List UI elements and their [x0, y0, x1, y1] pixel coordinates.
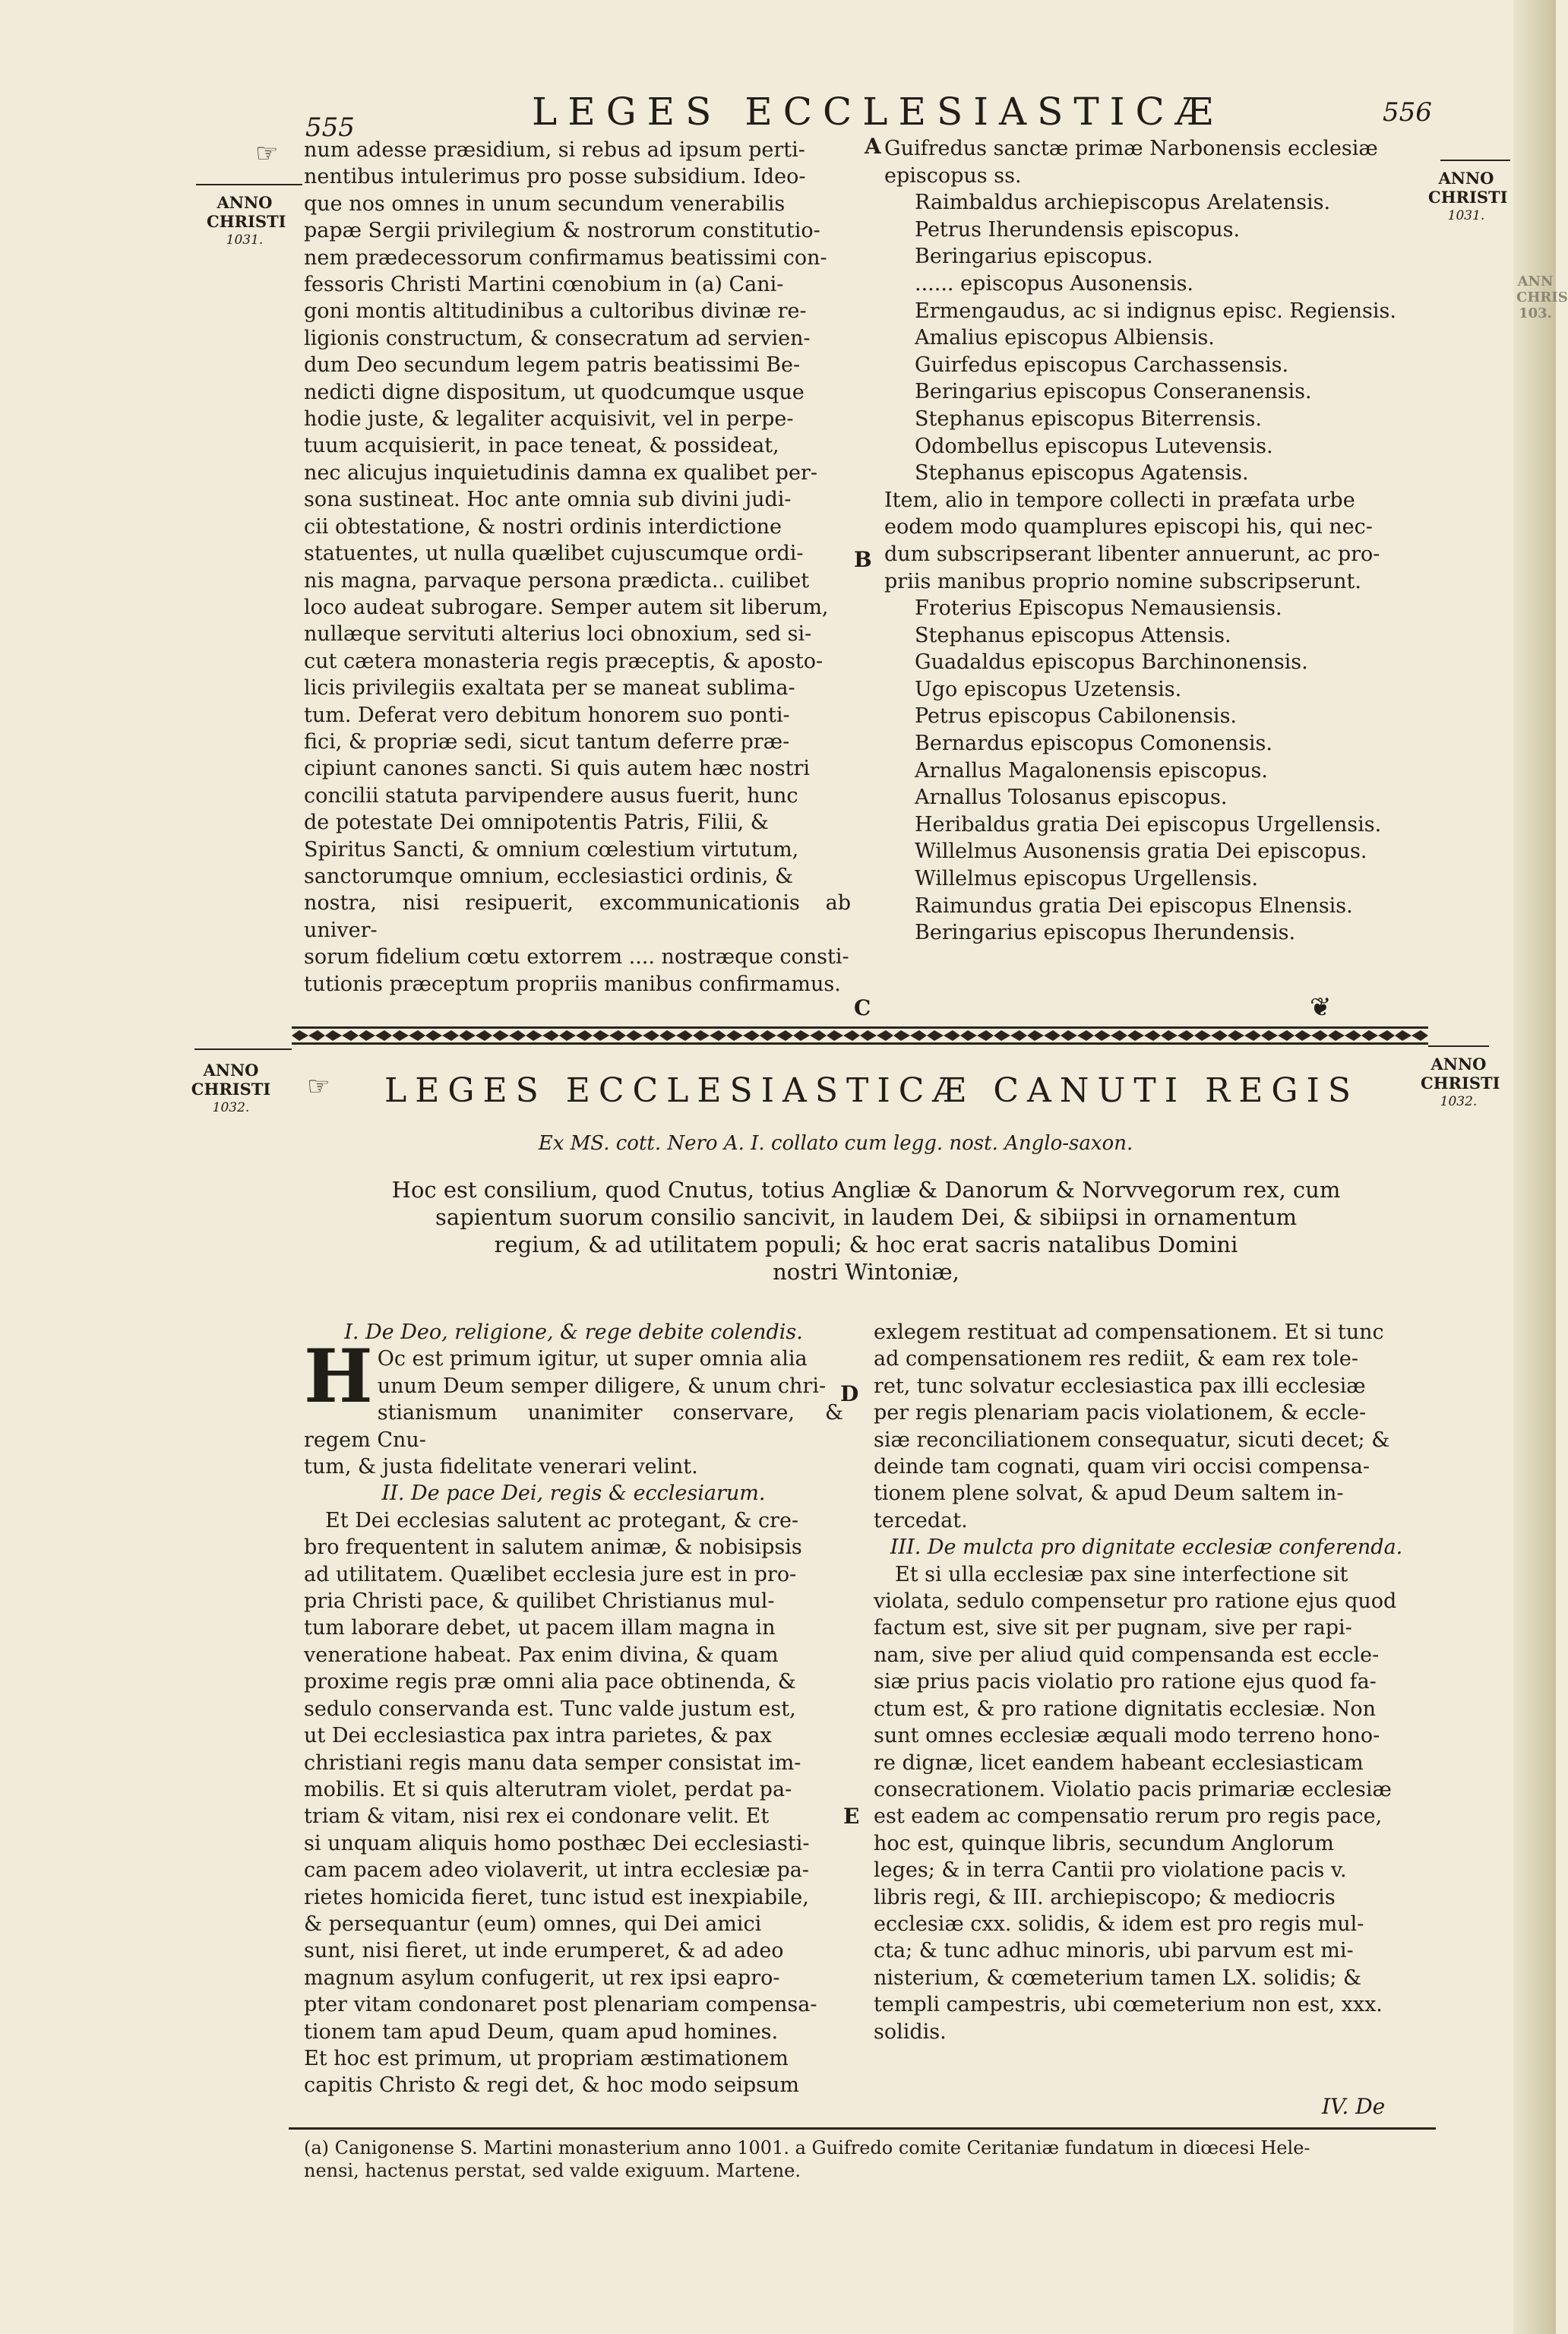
ornament-unit — [1395, 1030, 1428, 1041]
catchword: IV. De — [1322, 2094, 1386, 2119]
ornament-unit — [559, 1030, 593, 1041]
ornament-unit — [1328, 1030, 1361, 1041]
side-rule-left-mid — [194, 1048, 292, 1050]
ornament-unit — [960, 1030, 994, 1041]
book-gutter — [1513, 0, 1568, 2334]
ornament-unit — [359, 1030, 392, 1041]
chapter-heading: I. De Deo, religione, & rege debite colendis. — [344, 1320, 803, 1344]
ornament-unit — [726, 1030, 760, 1041]
ornament-unit — [626, 1030, 659, 1041]
ornament-unit — [392, 1030, 425, 1041]
ornament-unit — [860, 1030, 893, 1041]
pointing-hand-icon: ☞ — [307, 1071, 330, 1102]
ornament-unit — [1361, 1030, 1395, 1041]
bottom-right-column: exlegem restituat ad compensationem. Et si tunc ad compensationem res rediit, & eam rex tole- ret, tunc solvatur ecclesiastica pax illi ecclesiæ per regis plenariam pacis violationem, & eccle- siæ reconciliationem consequatur, sicuti decet; & deinde tam cognati, quam viri occisi compensa- tionem plene solvat, & apud Deum saltem in- tercedat. III. De mulcta pro dignitate ecclesiæ conferenda. Et si ulla ecclesiæ pax sine interfectione sit violata, sedulo compensetur pro ratione ejus quod factum est, sive sit per pugnam, sive per rapi- nam, sive per aliud quid compensanda est eccle- siæ prius pacis violatio pro ratione ejus quod fa- ctum est, & pro ratione dignitatis ecclesiæ. Non sunt omnes ecclesiæ æquali modo terreno hono- re dignæ, licet eandem habeant ecclesiasticam consecrationem. Violatio pacis primariæ ecclesiæ est eadem ac compensatio rerum pro regis pace, hoc est, quinque libris, secundum Anglorum leges; & in terra Cantii pro violatione pacis v. libris regi, & III. archiepiscopo; & mediocris ecclesiæ cxx. solidis, & idem est pro regis mul- cta; & tunc adhuc minoris, ubi parvum est mi- nisterium, & cœmeterium tamen LX. solidis; & templi campestris, ubi cœmeterium non est, xxx. solidis. — [874, 1319, 1419, 2045]
column-marker-b: B — [854, 547, 872, 572]
side-rule-left-top — [196, 184, 302, 185]
adjacent-page-side-note: ANN CHRIS 103. — [1516, 274, 1568, 321]
ornament-unit — [425, 1030, 459, 1041]
footnote-rule — [289, 2127, 1436, 2130]
ornament-unit — [893, 1030, 927, 1041]
ornament-unit — [1261, 1030, 1295, 1041]
column-marker-a: A — [865, 134, 881, 159]
footnote: (a) Canigonense S. Martini monasterium anno 1001. a Guifredo comite Ceritaniæ fundatum in diœcesi Hele- nensi, hactenus perstat, sed valde exiguum. Martene. — [304, 2137, 1310, 2181]
side-note-right-mid: ANNO CHRISTI 1032. — [1421, 1055, 1500, 1109]
ornament-unit — [1094, 1030, 1127, 1041]
ornament-unit — [1061, 1030, 1094, 1041]
top-left-column: num adesse præsidium, si rebus ad ipsum perti- nentibus intulerimus pro posse subsidium. Ideo- que nos omnes in unum secundum venerabilis papæ Sergii privilegium & nostrorum constitutio- nem prædecessorum confirmamus beatissimi con- fessoris Christi Martini cœnobium in (a) Cani- goni montis altitudinibus a cultoribus divinæ re- ligionis constructum, & consecratum ad servien- dum Deo secundum legem patris beatissimi Be- nedicti digne dispositum, ut quodcumque usque hodie juste, & legaliter acquisivit, vel in perpe- tuum acquisierit, in pace teneat, & possideat, nec alicujus inquietudinis damna ex qualibet per- sona sustineat. Hoc ante omnia sub divini judi- cii obtestatione, & nostri ordinis interdictione statuentes, ut nulla quælibet cujuscumque ordi- nis magna, parvaque persona prædicta.. cuilibet loco audeat subrogare. Semper autem sit liberum, nullæque servituti alterius loci obnoxium, sed si- cut cætera monasteria regis præceptis, & aposto- licis privilegiis exaltata per se maneat sublima- tum. Deferat vero debitum honorem suo ponti- fici, & propriæ sedi, sicut tantum deferre præ- cipiunt canones sancti. Si quis autem hæc nostri concilii statuta parvipendere ausus fuerit, hunc de potestate Dei omnipotentis Patris, Filii, & Spiritus Sancti, & omnium cœlestium virtutum, sanctorumque omnium, ecclesiastici ordinis, & nostra, nisi resipuerit, excommunicationis ab univer- sorum fidelium cœtu extorrem .... nostræque consti- tutionis præceptum propriis manibus confirmamus. — [304, 138, 851, 996]
column-marker-e: E — [843, 1804, 860, 1829]
ornament-unit — [693, 1030, 726, 1041]
chapter-heading: III. De mulcta pro dignitate ecclesiæ conferenda. — [890, 1535, 1403, 1560]
page-number-left: 555 — [305, 112, 355, 143]
ornament-unit — [492, 1030, 526, 1041]
side-note-right-top: ANNO CHRISTI 1031. — [1428, 169, 1508, 223]
drop-capital: H — [304, 1333, 373, 1420]
ornament-unit — [593, 1030, 626, 1041]
side-note-left-mid: ANNO CHRISTI 1032. — [191, 1061, 271, 1115]
chapter-heading: II. De pace Dei, regis & ecclesiarum. — [381, 1482, 766, 1506]
ornament-unit — [1194, 1030, 1228, 1041]
section-source: Ex MS. cott. Nero A. I. collato cum legg. nost. Anglo-saxon. — [538, 1132, 1133, 1155]
ornament-unit — [292, 1030, 325, 1041]
ornamental-border — [292, 1024, 1428, 1047]
side-rule-right-mid — [1428, 1045, 1489, 1047]
column-marker-d: D — [840, 1381, 859, 1406]
side-note-left-top: ANNO CHRISTI 1031. — [207, 193, 286, 248]
page-number-right: 556 — [1383, 97, 1432, 128]
ornament-unit — [1161, 1030, 1194, 1041]
ornament-unit — [793, 1030, 827, 1041]
fleuron-icon: ❦ — [1310, 992, 1332, 1023]
column-marker-c: C — [854, 995, 871, 1020]
ornament-unit — [659, 1030, 693, 1041]
ornament-unit — [459, 1030, 492, 1041]
ornament-unit — [994, 1030, 1027, 1041]
ornament-unit — [526, 1030, 559, 1041]
ornament-unit — [1228, 1030, 1261, 1041]
ornament-unit — [827, 1030, 860, 1041]
ornament-unit — [325, 1030, 359, 1041]
ornament-unit — [1127, 1030, 1161, 1041]
ornament-unit — [1295, 1030, 1328, 1041]
top-right-column: Guifredus sanctæ primæ Narbonensis ecclesiæ episcopus ss. Raimbaldus archiepiscopus Arelatensis. Petrus Iherundensis episcopus. Beringarius episcopus. ...... episcopus Ausonensis. Ermengaudus, ac si indignus episc. Regiensis. Amalius episcopus Albiensis. Guirfedus episcopus Carchassensis. Beringarius episcopus Conseranensis. Stephanus episcopus Biterrensis. Odombellus episcopus Lutevensis. Stephanus episcopus Agatensis. Item, alio in tempore collecti in præfata urbe eodem modo quamplures episcopi his, qui nec- dum subscripserant libenter annuerunt, ac pro- priis manibus proprio nomine subscripserunt. Froterius Episcopus Nemausiensis. Stephanus episcopus Attensis. Guadaldus episcopus Barchinonensis. Ugo episcopus Uzetensis. Petrus episcopus Cabilonensis. Bernardus episcopus Comonensis. Arnallus Magalonensis episcopus. Arnallus Tolosanus episcopus. Heribaldus gratia Dei episcopus Urgellensis. Willelmus Ausonensis gratia Dei episcopus. Willelmus episcopus Urgellensis. Raimundus gratia Dei episcopus Elnensis. Beringarius episcopus Iherundensis. — [884, 137, 1396, 945]
ornament-unit — [1027, 1030, 1061, 1041]
section-intro: Hoc est consilium, quod Cnutus, totius Angliæ & Danorum & Norvvegorum rex, cum sapientum suorum consilio sancivit, in laudem Dei, & sibiipsi in ornamentum regium, & ad utilitatem populi; & hoc erat sacris natalibus Domini nostri Wintoniæ, — [391, 1177, 1341, 1285]
bottom-left-column: I. De Deo, religione, & rege debite colendis. H Oc est primum igitur, ut super omnia alia unum Deum semper diligere, & unum chri- stianismum unanimiter conservare, & regem Cnu- tum, & justa fidelitate venerari velint. II. De pace Dei, regis & ecclesiarum. Et Dei ecclesias salutent ac protegant, & cre- bro frequentent in salutem animæ, & nobisipsis ad utilitatem. Quælibet ecclesia jure est in pro- pria Christi pace, & quilibet Christianus mul- tum laborare debet, ut pacem illam magna in veneratione habeat. Pax enim divina, & quam proxime regis præ omni alia pace obtinenda, & sedulo conservanda est. Tunc valde justum est, ut Dei ecclesiastica pax intra parietes, & pax christiani regis manu data semper consistat im- mobilis. Et si quis alterutram violet, perdat pa- triam & vitam, nisi rex ei condonare velit. Et si unquam aliquis homo posthæc Dei ecclesiasti- cam pacem adeo violaverit, ut intra ecclesiæ pa- rietes homicida fieret, tunc istud est inexpiabile, & persequantur (eum) omnes, qui Dei amici sunt, nisi fieret, ut inde erumperet, & ad adeo magnum asylum confugerit, ut rex ipsi eapro- pter vitam condonaret post plenariam compensa- tionem tam apud Deum, quam apud homines. Et hoc est primum, ut propriam æstimationem capitis Christo & regi det, & hoc modo seipsum — [304, 1320, 843, 2098]
section-title: LEGES ECCLESIASTICÆ CANUTI REGIS — [384, 1071, 1360, 1110]
side-rule-right-top — [1440, 160, 1510, 161]
pointing-hand-icon: ☞ — [255, 138, 279, 169]
running-title: LEGES ECCLESIASTICÆ — [532, 90, 1224, 134]
ornament-unit — [927, 1030, 960, 1041]
ornament-unit — [760, 1030, 793, 1041]
